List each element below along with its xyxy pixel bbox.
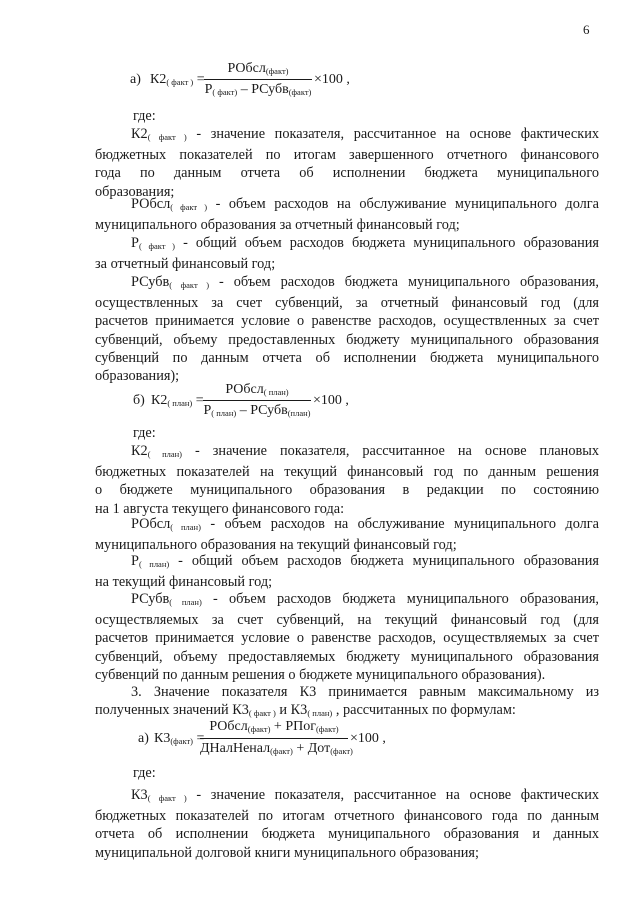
numerator: РОбсл [225,382,264,397]
def-line: за отчетный финансовый год; [95,256,276,273]
def-line: муниципального образования за отчетный финансовый год; [95,217,460,234]
denominator-sub: (факт) [288,87,312,97]
term-sub: ( факт ) [138,241,175,251]
denominator-p-sub: ( факт) [212,87,238,97]
definition-robsl-plan [95,515,599,554]
def-line: муниципальной долговой книги муниципального образования; [95,844,479,861]
numerator-sub: (факт) [315,724,339,734]
definition-p-fact [95,234,599,273]
formula-k3-fact: а) $К3_{(факт)}$ = РОбсл$_{(факт)}$ + РПог$_{(факт)}$ ДНалНенал$_{(факт)}$ + Дот$_{(факт)}$ ×100 , [138,720,398,760]
term-sub: ( план) [307,708,333,719]
term-sub: ( план) [147,449,183,459]
formula-tail: ×100 , [313,393,349,408]
numerator-sub: (факт) [247,724,271,734]
denominator: ДНалНенал [200,741,271,756]
formula-lhs-sub: ( факт ) [166,77,194,87]
term-sub: ( факт ) [248,708,276,719]
definition-k3-fact [95,786,599,862]
def-line: - объем расходов на обслуживание муниципального долга [215,196,599,212]
term: К2 [131,443,148,459]
formula-k2-plan: б) $К2_{( план)}$ = РОбсл$_{( план)}$ $Р_{( план)}$ – РСубв$_{(план)}$ ×100 , [133,383,363,423]
def-line: бюджетных показателей на текущий финансовый год по данным решения [95,464,599,481]
term: РОбсл [131,516,171,532]
term: РОбсл [131,196,171,212]
def-line: субвенций, объему предоставляемых бюджету муниципального образования [95,648,599,665]
denominator-sub: (факт) [330,746,353,756]
term-sub: ( план) [170,522,201,532]
def-line: муниципального образования на текущий финансовый год; [95,537,457,554]
def-line: на текущий финансовый год; [95,574,273,591]
numerator: РОбсл [227,61,266,76]
def-line: - значение показателя, рассчитанное на основе фактических [196,787,599,803]
term: Р [131,235,139,251]
denominator-sub: (план) [287,408,311,418]
def-line: осуществляемых за счет субвенций, на текущий финансовый год (для [95,612,599,629]
formula-lhs-sub: (факт) [170,736,194,746]
def-line: - общий объем расходов бюджета муниципального образования [183,235,599,251]
paragraph-line: 3. Значение показателя К3 принимается равным максимальному из [131,684,599,700]
numerator-sub: ( план) [263,387,289,397]
def-line: о бюджете муниципального образования в редакции по состоянию [95,482,599,499]
page-number: 6 [583,22,590,37]
def-line: - значение показателя, рассчитанное на основе фактических [196,126,599,142]
def-line: - значение показателя, рассчитанное на основе плановых [195,443,599,459]
fraction-bar [200,738,348,739]
fraction-bar [203,400,311,401]
denominator-plus: + Дот [296,741,331,756]
term: РСубв [131,274,170,290]
formula-tail: ×100 , [350,731,386,746]
def-line: бюджетных показателей по итогам завершенного отчетного финансового [95,147,599,164]
term-sub: ( план) [138,559,170,569]
term-sub: ( план) [169,597,202,607]
numerator-sub: (факт) [265,66,289,76]
term: Р [131,553,139,569]
term: РСубв [131,591,170,607]
definition-rsubv-plan [95,590,599,684]
fraction [204,62,312,102]
def-line: года по данным отчета об исполнении бюджета муниципального [95,165,599,182]
formula-label: а) [130,72,141,87]
formula-lhs: К3 [154,731,171,746]
def-line: на 1 августа текущего финансового года: [95,500,345,517]
denominator-minus: – РСубв [239,403,288,418]
formula-tail: ×100 , [314,72,350,87]
term: К3 [131,787,148,803]
term-sub: ( факт ) [147,793,187,803]
formula-lhs-sub: ( план) [167,398,193,408]
def-line: образования); [95,368,180,385]
def-line: - общий объем расходов бюджета муниципального образования [178,553,599,569]
formula-k2-fact: а) $К2_{( факт )}$ = РОбсл$_{(факт)}$ $Р_{( факт)}$ – РСубв$_{(факт)}$ ×100 , [130,62,360,102]
term: К2 [131,126,148,142]
where-label: где: [133,425,156,441]
paragraph-text: полученных значений К3 [95,702,249,719]
item-3-paragraph [95,683,599,722]
def-line: субвенций по данным решения о бюджете муниципального образования). [95,666,546,683]
def-line: - объем расходов на обслуживание муниципального долга [210,516,599,532]
def-line: - объем расходов бюджета муниципального образования, [213,591,600,607]
formula-label: а) [138,731,149,746]
denominator-sub: (факт) [270,746,293,756]
definition-p-plan [95,552,599,591]
denominator-p-sub: ( план) [211,408,237,418]
denominator-p: Р [204,82,213,97]
def-line: осуществленных за счет субвенций, за отчетный финансовый год (для [95,295,599,312]
formula-label: б) [133,393,145,408]
def-line: бюджетных показателей по итогам отчетного финансового года по данным [95,808,599,825]
fraction-bar [204,79,312,80]
definition-rsubv-fact [95,273,599,385]
def-line: - объем расходов бюджета муниципального образования, [219,274,599,290]
paragraph-text: и К3 [279,702,308,719]
def-line: субвенций, объему предоставленных бюджету муниципального образования [95,331,599,348]
def-line: расчетов принимается условие о равенстве расходов, осуществленных за счет [95,313,599,330]
where-label: где: [133,108,156,124]
term-sub: ( факт ) [147,132,187,142]
numerator: РОбсл [209,719,248,734]
definition-robsl-fact [95,195,599,234]
formula-lhs: К2 [150,72,167,87]
def-line: образования; [95,183,175,200]
def-line: субвенций по данным отчета об исполнении бюджета муниципального [95,349,599,366]
def-line: отчета об исполнении бюджета муниципального образования и данных [95,826,599,843]
fraction [200,719,353,762]
fraction [203,383,311,423]
term-sub: ( факт ) [169,280,210,290]
numerator-plus: + РПог [273,719,316,734]
formula-lhs: К2 [151,393,168,408]
where-label: где: [133,765,156,781]
denominator-p: Р [203,403,212,418]
denominator-minus: – РСубв [240,82,289,97]
paragraph-text: , рассчитанных по формулам: [335,702,516,719]
term-sub: ( факт ) [170,202,208,212]
def-line: расчетов принимается условие о равенстве расходов, осуществляемых за счет [95,630,599,647]
definition-k2-fact [95,125,599,201]
definition-k2-plan [95,442,599,518]
